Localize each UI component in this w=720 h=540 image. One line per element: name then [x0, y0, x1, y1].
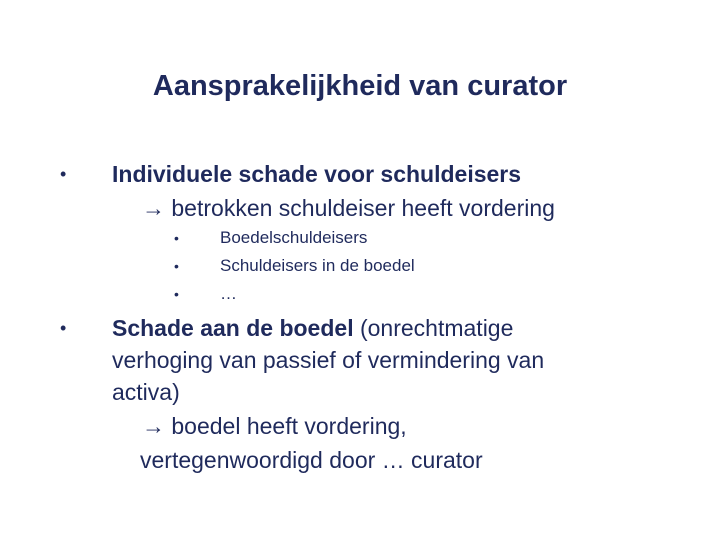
bullet-1-heading: Individuele schade voor schuldeisers — [112, 161, 522, 187]
bullet-2-heading — [112, 314, 513, 342]
sub-item: … — [220, 284, 237, 303]
sub-bullet-marker: • — [174, 258, 179, 274]
sub-bullet-marker: • — [174, 230, 179, 246]
bullet-marker: • — [60, 164, 67, 184]
sub-item: Boedelschuldeisers — [220, 228, 368, 247]
bullet-marker: • — [60, 318, 67, 338]
bullet-2-arrow-line: → boedel heeft vordering, — [142, 413, 407, 439]
bullet-1-arrow-line: → betrokken schuldeiser heeft vordering — [142, 195, 555, 221]
sub-bullet-marker: • — [174, 286, 179, 302]
slide-title: Aansprakelijkheid van curator — [152, 70, 568, 102]
bullet-2-line-5: vertegenwoordigd door … curator — [140, 447, 483, 473]
bullet-2-heading-bold: Schade aan de boedel — [112, 315, 354, 341]
bullet-2-line-2: verhoging van passief of vermindering van — [112, 347, 545, 373]
bullet-2-heading-rest: (onrechtmatige — [353, 315, 514, 341]
bullet-2-line-3: activa) — [112, 379, 180, 405]
sub-item: Schuldeisers in de boedel — [220, 256, 415, 275]
